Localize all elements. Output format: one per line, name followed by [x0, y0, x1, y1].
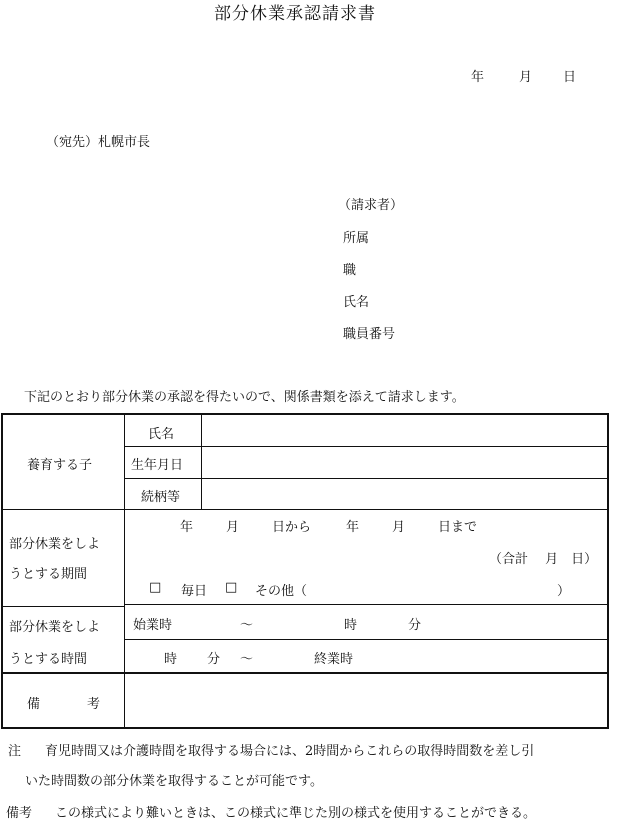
row-divider-thick — [3, 672, 609, 674]
time-start-label: 始業時 — [133, 618, 173, 633]
time-hour-1: 時 — [344, 618, 358, 633]
column-divider-sub — [201, 415, 202, 509]
row-divider — [3, 509, 609, 510]
time-label-line2: うとする時間 — [9, 652, 88, 667]
time-min-1: 分 — [408, 618, 422, 633]
date-month-label: 月 — [519, 70, 533, 85]
requester-employee-no-label: 職員番号 — [343, 327, 396, 342]
requester-affiliation-label: 所属 — [343, 231, 370, 246]
period-from-day: 日から — [272, 520, 312, 535]
period-from-month: 月 — [226, 520, 240, 535]
note-line-1: 育児時間又は介護時間を取得する場合には、2時間からこれらの取得時間数を差し引 — [45, 744, 535, 759]
bikou-text: この様式により難いときは、この様式に準じた別の様式を使用することができる。 — [55, 806, 537, 821]
period-from-year: 年 — [180, 520, 194, 535]
period-label-line2: うとする期間 — [9, 567, 88, 582]
period-total: （合計 月 日） — [489, 552, 598, 567]
period-to-month: 月 — [392, 520, 406, 535]
period-to-day: 日まで — [438, 520, 478, 535]
time-tilde-1: ～ — [240, 618, 254, 633]
period-other-label: その他（ — [255, 584, 308, 599]
note-line-2: いた時間数の部分休業を取得することが可能です。 — [25, 774, 323, 789]
requester-position-label: 職 — [343, 263, 357, 278]
child-relation-label: 続柄等 — [141, 490, 181, 505]
row-divider — [124, 604, 609, 605]
bikou-label: 備考 — [6, 806, 33, 821]
addressee: （宛先）札幌市長 — [46, 135, 151, 150]
child-section-label: 養育する子 — [27, 458, 93, 473]
time-end-label: 終業時 — [314, 652, 354, 667]
note-label: 注 — [8, 744, 22, 759]
row-divider — [124, 639, 609, 640]
time-tilde-2: ～ — [240, 652, 254, 667]
intro-text: 下記のとおり部分休業の承認を得たいので、関係書類を添えて請求します。 — [24, 390, 465, 405]
period-label-line1: 部分休業をしよ — [9, 537, 101, 552]
date-year-label: 年 — [471, 70, 485, 85]
time-label-line1: 部分休業をしよ — [9, 620, 101, 635]
child-name-label: 氏名 — [148, 427, 175, 442]
child-birthdate-label: 生年月日 — [131, 458, 184, 473]
period-to-year: 年 — [346, 520, 360, 535]
column-divider — [124, 415, 125, 729]
period-daily-checkbox[interactable]: □ — [149, 580, 162, 595]
row-divider — [3, 606, 124, 607]
requester-name-label: 氏名 — [343, 295, 370, 310]
period-other-checkbox[interactable]: □ — [225, 580, 238, 595]
page-title: 部分休業承認請求書 — [214, 4, 376, 24]
remarks-label-1: 備 — [27, 697, 41, 712]
request-table — [1, 413, 609, 729]
time-min-2: 分 — [207, 652, 221, 667]
time-hour-2: 時 — [164, 652, 178, 667]
period-other-close: ） — [557, 584, 571, 599]
remarks-label-2: 考 — [87, 697, 101, 712]
date-day-label: 日 — [563, 70, 577, 85]
row-divider — [124, 446, 609, 447]
period-daily-label: 毎日 — [181, 584, 208, 599]
requester-heading: （請求者） — [338, 198, 404, 213]
row-divider — [124, 478, 609, 479]
